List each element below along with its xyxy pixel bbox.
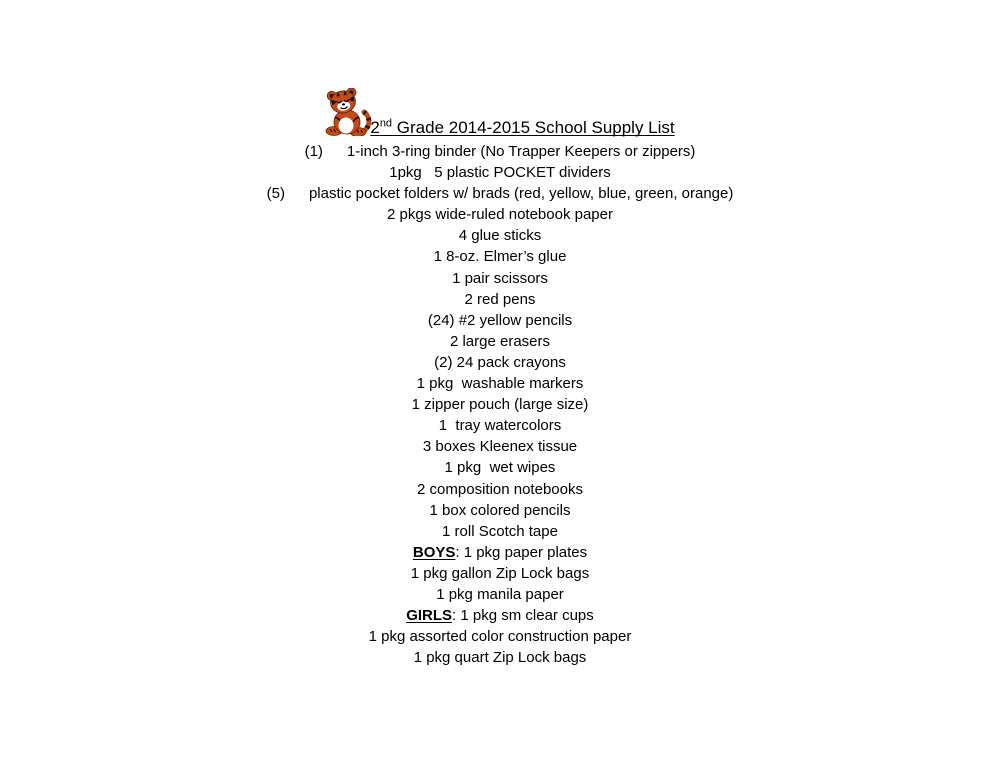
- item-text: 2 red pens: [464, 290, 536, 308]
- item-text: 1 pkg washable markers: [416, 375, 584, 393]
- item-text: 1 8-oz. Elmer’s glue: [433, 248, 567, 266]
- supply-list-item: [0, 310, 1000, 331]
- supply-list-item: [0, 352, 1000, 373]
- supply-list-item: [0, 415, 1000, 436]
- supply-list-item: [0, 331, 1000, 352]
- supply-list-item: [0, 183, 1000, 204]
- item-text: (24) #2 yellow pencils: [427, 311, 573, 329]
- supply-list-item: [0, 204, 1000, 225]
- item-text: 3 boxes Kleenex tissue: [422, 438, 578, 456]
- supply-list-item: [0, 605, 1000, 626]
- supply-list-item: [0, 479, 1000, 500]
- item-text: 1 tray watercolors: [438, 417, 562, 435]
- supply-list: [0, 141, 1000, 668]
- item-count: (1): [304, 143, 323, 160]
- supply-list-item: [0, 373, 1000, 394]
- supply-list-item: [0, 225, 1000, 246]
- supply-list-item: [0, 246, 1000, 267]
- item-text: 4 glue sticks: [458, 227, 542, 245]
- item-text: 1 pkg assorted color construction paper: [368, 628, 632, 646]
- supply-list-item: [0, 436, 1000, 457]
- supply-list-item: [0, 563, 1000, 584]
- supply-list-item: [0, 626, 1000, 647]
- page-title: [370, 119, 674, 138]
- document-header: [0, 88, 1000, 136]
- supply-list-item: [0, 268, 1000, 289]
- item-text: 1 box colored pencils: [429, 501, 571, 519]
- supply-list-item: [0, 141, 1000, 162]
- item-text: 1-inch 3-ring binder (No Trapper Keepers or zippers): [346, 143, 696, 160]
- item-text: 1 pair scissors: [452, 269, 548, 287]
- supply-list-item: [0, 500, 1000, 521]
- title-text: Grade 2014-2015 School Supply List: [392, 118, 675, 138]
- item-text: 2 pkgs wide-ruled notebook paper: [387, 206, 613, 224]
- supply-list-item: [0, 289, 1000, 310]
- item-text: 1 pkg wet wipes: [444, 459, 556, 477]
- supply-list-item: [0, 162, 1000, 183]
- item-text: 1 zipper pouch (large size): [411, 396, 589, 414]
- item-text: 1pkg 5 plastic POCKET dividers: [389, 164, 611, 182]
- item-text: 1 pkg manila paper: [436, 585, 564, 603]
- title-grade-number: 2: [370, 118, 380, 138]
- item-count: (5): [266, 185, 285, 203]
- item-group-label: BOYS: [412, 543, 456, 561]
- supply-list-item: [0, 542, 1000, 563]
- supply-list-item: [0, 584, 1000, 605]
- supply-list-item: [0, 647, 1000, 668]
- supply-list-item: [0, 457, 1000, 478]
- tiger-cub-icon: [325, 88, 372, 136]
- item-text: 1 pkg gallon Zip Lock bags: [410, 564, 590, 582]
- item-text: 1 roll Scotch tape: [442, 522, 558, 540]
- item-text: 2 composition notebooks: [417, 480, 583, 498]
- supply-list-item: [0, 521, 1000, 542]
- supply-list-item: [0, 394, 1000, 415]
- item-group-label: GIRLS: [406, 607, 453, 625]
- item-text: 2 large erasers: [449, 332, 551, 350]
- item-text: : 1 pkg sm clear cups: [452, 607, 594, 625]
- title-ordinal-suffix: nd: [379, 117, 393, 130]
- item-text: 1 pkg quart Zip Lock bags: [413, 649, 587, 667]
- item-text: (2) 24 pack crayons: [434, 353, 566, 371]
- item-text: : 1 pkg paper plates: [455, 543, 588, 561]
- item-text: plastic pocket folders w/ brads (red, yellow, blue, green, orange): [308, 185, 734, 203]
